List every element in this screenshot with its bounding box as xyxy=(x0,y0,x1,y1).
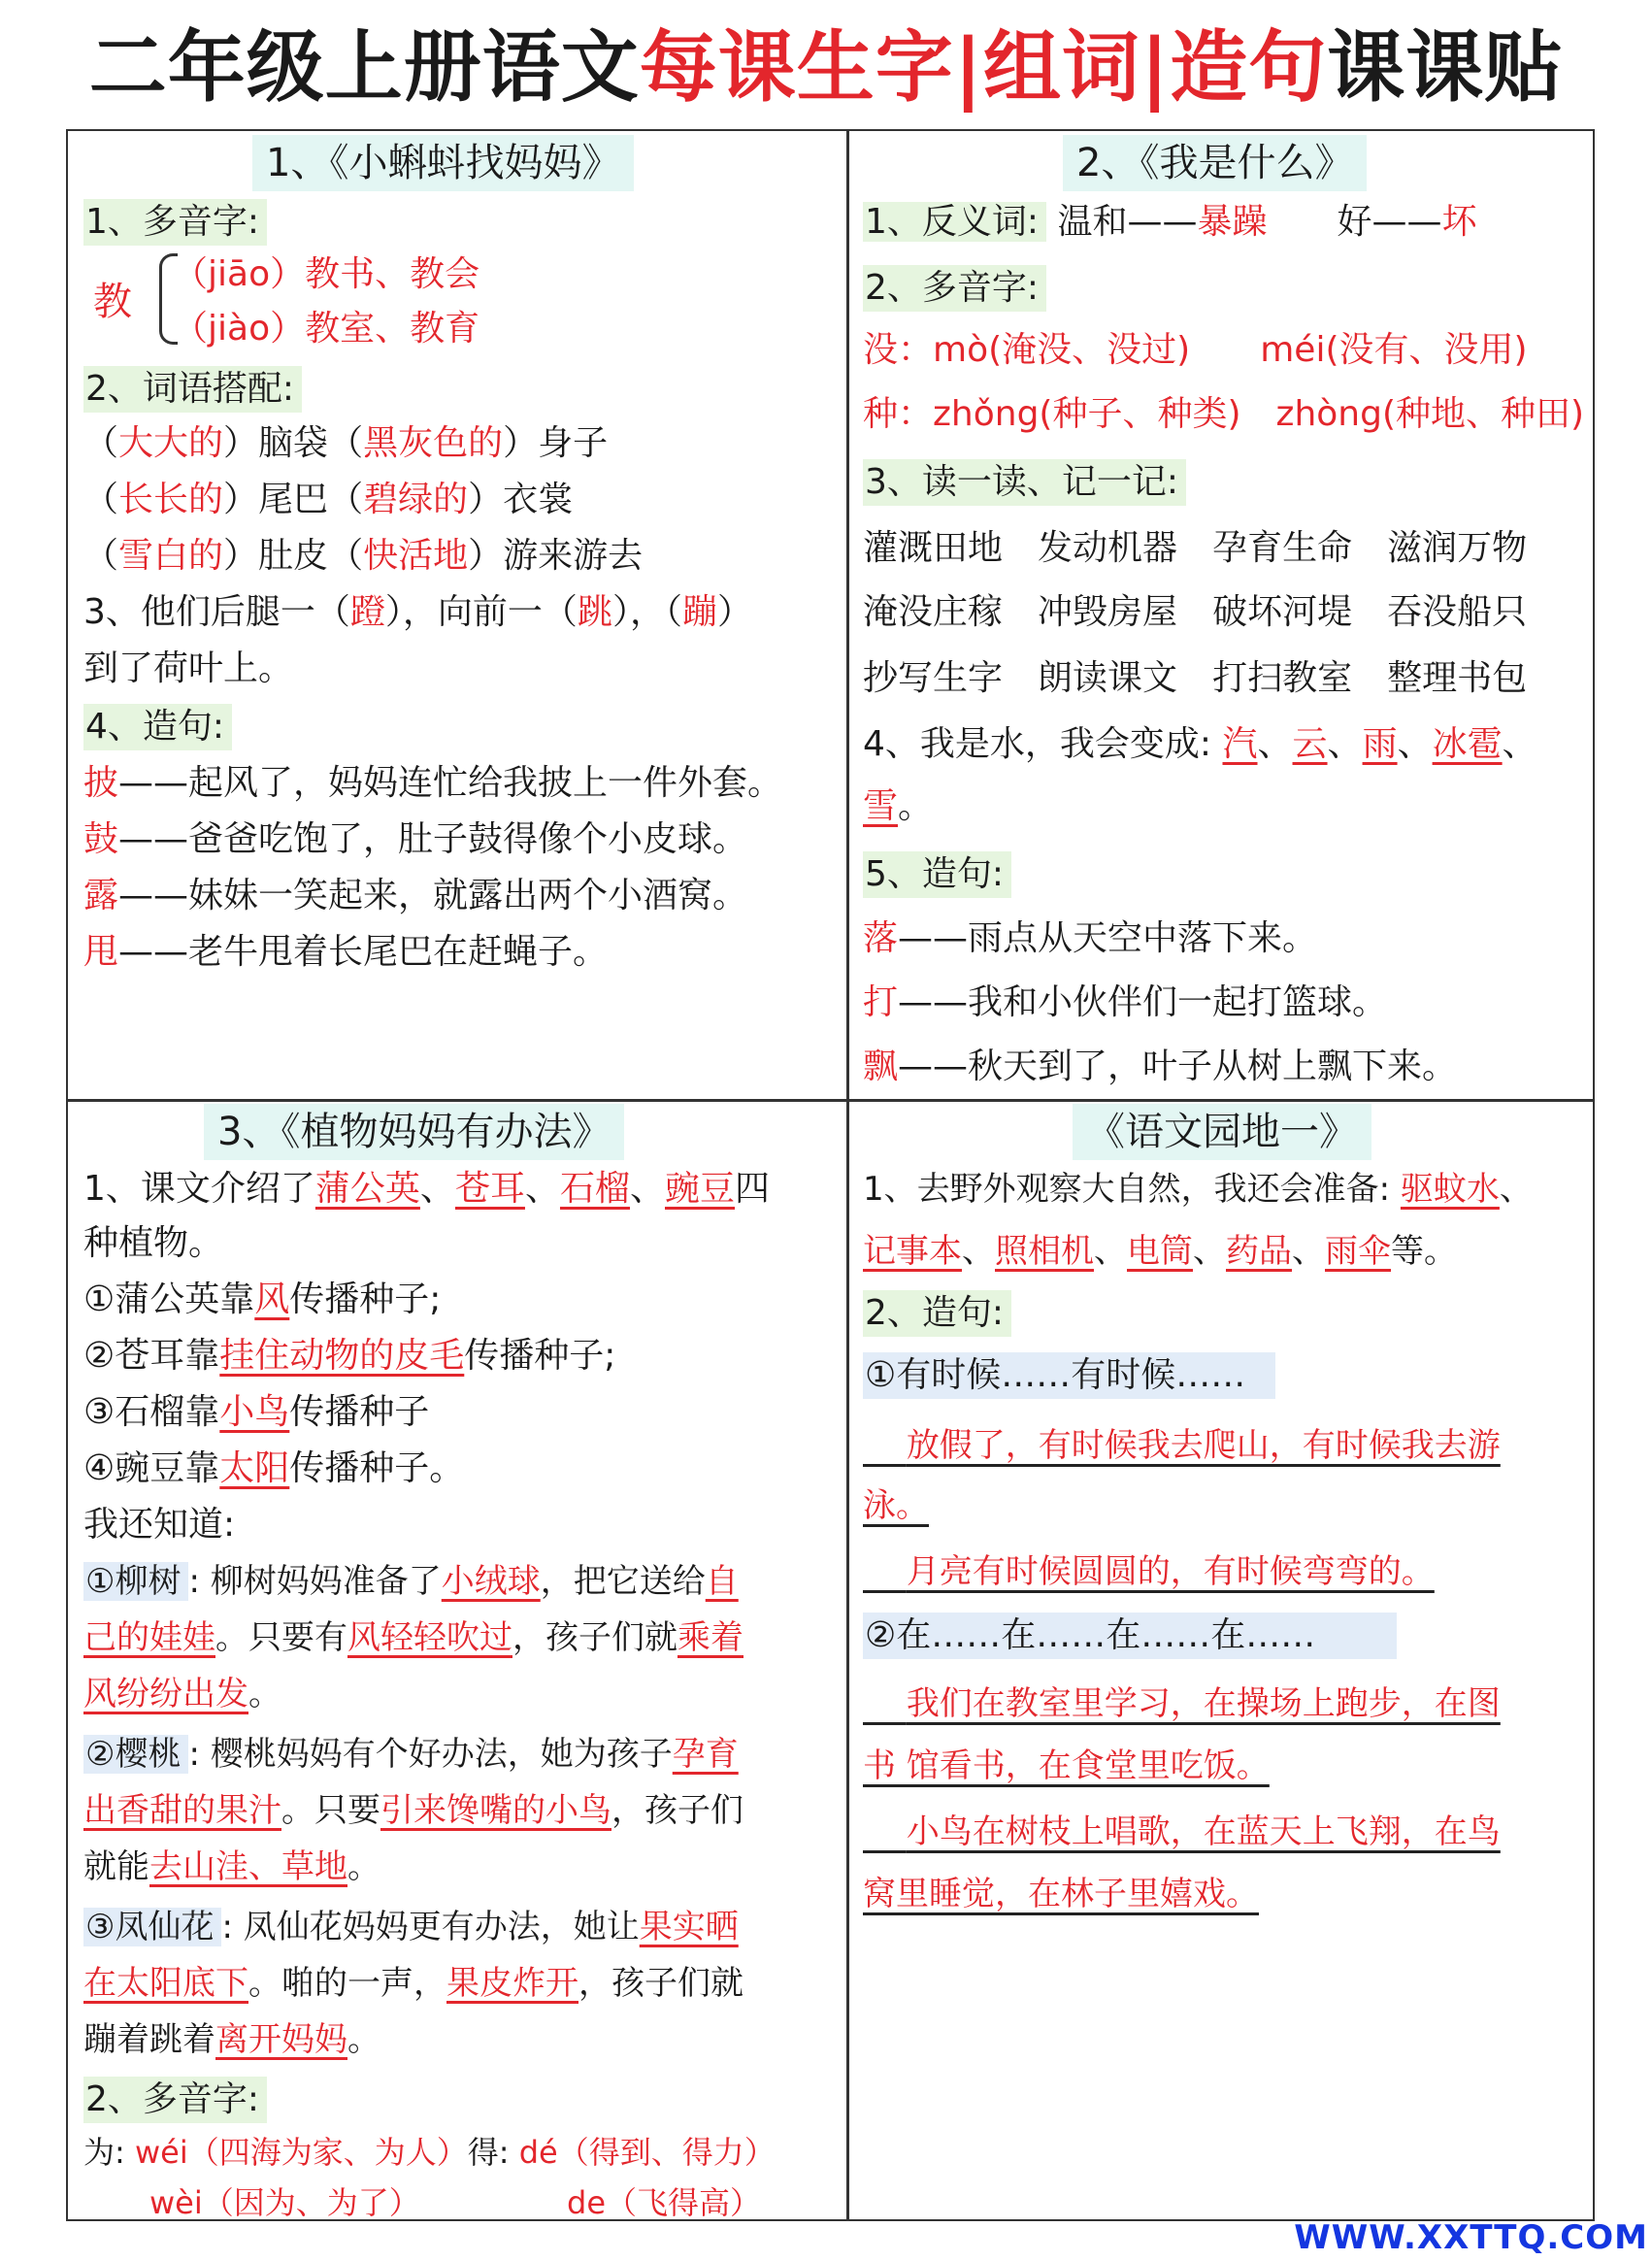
s3-ying-3: 就能去山洼、草地。 xyxy=(83,1847,380,1886)
s4-example: 月亮有时候圆圆的，有时候弯弯的。 xyxy=(906,1552,1435,1591)
s4-example: 书 馆看书，在食堂里吃饭。 xyxy=(863,1746,1270,1785)
s1-sentence: 披——起风了，妈妈连忙给我披上一件外套。 xyxy=(83,763,783,803)
section-2 xyxy=(849,131,1593,1097)
s3-q1-cont: 种植物。 xyxy=(83,1223,224,1263)
section-1 xyxy=(68,131,844,1097)
s3-know-heading: 我还知道: xyxy=(83,1505,236,1545)
s3-liu-3: 风纷纷出发。 xyxy=(83,1675,281,1713)
s4-pattern-2: ②在……在……在……在…… xyxy=(863,1613,1397,1659)
watermark: WWW.XXTTQ.COM xyxy=(1294,2218,1648,2257)
s2-word-row: 抄写生字 朗读课文 打扫教室 整理书包 xyxy=(863,658,1528,698)
s2-mei: 没：mò(淹没、没过) méi(没有、没用) xyxy=(863,330,1528,370)
s4-example: 泳。 xyxy=(863,1486,929,1525)
s1-jiao2: （jiào）教室、教育 xyxy=(173,309,480,349)
s2-sentence: 落——雨点从天空中落下来。 xyxy=(863,918,1318,958)
s2-heading-polyphone: 2、多音字: xyxy=(863,265,1046,312)
s2-sentence: 打——我和小伙伴们一起打篮球。 xyxy=(863,982,1388,1022)
s1-pair-row: （大大的）脑袋（黑灰色的）身子 xyxy=(83,423,609,463)
section-2-title: 2、《我是什么》 xyxy=(1063,135,1367,191)
section-4-title: 《语文园地一》 xyxy=(1073,1104,1371,1160)
s4-example: 我们在教室里学习，在操场上跑步，在图 xyxy=(906,1684,1501,1723)
s4-example: 小鸟在树枝上唱歌，在蓝天上飞翔，在鸟 xyxy=(906,1812,1501,1851)
s2-zhong: 种：zhǒng(种子、种类) zhòng(种地、种田) xyxy=(863,394,1585,434)
s1-pair-row: （长长的）尾巴（碧绿的）衣裳 xyxy=(83,480,574,519)
s1-sentence: 露——妹妹一笑起来，就露出两个小酒窝。 xyxy=(83,876,748,915)
s3-ying-1: ②樱桃 : 樱桃妈妈有个好办法，她为孩子孕育 xyxy=(85,1735,739,1774)
s3-feng-3: 蹦着跳着离开妈妈。 xyxy=(83,2020,380,2059)
s4-example: 窝里睡觉，在林子里嬉戏。 xyxy=(863,1875,1259,1913)
s1-q3-cont: 到了荷叶上。 xyxy=(83,648,294,688)
s2-heading-sentence: 5、造句: xyxy=(863,851,1011,898)
s1-jiao1: （jiāo）教书、教会 xyxy=(173,254,480,294)
s1-jiao-char: 教 xyxy=(93,280,132,324)
s3-q1: 1、课文介绍了蒲公英、苍耳、石榴、豌豆四 xyxy=(83,1169,771,1209)
section-1-title: 1、《小蝌蚪找妈妈》 xyxy=(252,135,634,191)
s2-q4: 4、我是水，我会变成: 汽、云、雨、冰雹、 xyxy=(863,724,1537,764)
s3-feng-1: ③凤仙花 : 凤仙花妈妈更有办法，她让果实晒 xyxy=(85,1908,739,1946)
s2-sentence: 飘——秋天到了，叶子从树上飘下来。 xyxy=(863,1047,1458,1086)
s2-antonyms: 1、反义词: 温和——暴躁 好——坏 xyxy=(865,202,1477,242)
s2-word-row: 淹没庄稼 冲毁房屋 破坏河堤 吞没船只 xyxy=(863,592,1528,632)
s1-heading-polyphone: 1、多音字: xyxy=(83,199,267,246)
s1-q3: 3、他们后腿一（蹬），向前一（跳），（蹦） xyxy=(83,592,752,632)
s3-item: ③石榴靠小鸟传播种子 xyxy=(83,1392,430,1432)
s1-sentence: 鼓——爸爸吃饱了，肚子鼓得像个小皮球。 xyxy=(83,819,748,859)
s3-item: ①蒲公英靠风传播种子; xyxy=(83,1280,442,1319)
s1-pair-row: （雪白的）肚皮（快活地）游来游去 xyxy=(83,536,644,576)
s3-liu-1: ①柳树 : 柳树妈妈准备了小绒球，把它送给自 xyxy=(85,1562,739,1601)
s4-pattern-1: ①有时候……有时候…… xyxy=(863,1352,1275,1399)
s3-feng-2: 在太阳底下。啪的一声，果皮炸开，孩子们就 xyxy=(83,1964,743,2003)
s3-de-2: de（飞得高） xyxy=(567,2184,762,2219)
s2-word-row: 灌溉田地 发动机器 孕育生命 滋润万物 xyxy=(863,528,1528,568)
s3-wei-de: 为: wéi（四海为家、为人）得: dé（得到、得力） xyxy=(83,2134,776,2171)
s1-heading-sentence: 4、造句: xyxy=(83,704,232,750)
s4-q1-cont: 记事本、照相机、电筒、药品、雨伞等。 xyxy=(863,1232,1457,1271)
s1-sentence: 甩——老牛甩着长尾巴在赶蝇子。 xyxy=(83,932,609,972)
section-4 xyxy=(849,1102,1593,2219)
page-title: 二年级上册语文每课生字|组词|造句课课贴 xyxy=(88,22,1564,113)
s3-ying-2: 出香甜的果汁。只要引来馋嘴的小鸟，孩子们 xyxy=(83,1791,743,1830)
s4-heading-sentence: 2、造句: xyxy=(863,1290,1011,1337)
s4-q1: 1、去野外观察大自然，我还会准备: 驱蚊水、 xyxy=(863,1170,1533,1209)
s3-wei-de-2: wèi（因为、为了） xyxy=(149,2184,420,2219)
s3-item: ④豌豆靠太阳传播种子。 xyxy=(83,1448,465,1488)
s4-example: 放假了，有时候我去爬山，有时候我去游 xyxy=(906,1426,1501,1465)
s2-heading-read: 3、读一读、记一记: xyxy=(863,459,1186,506)
s1-heading-collocation: 2、词语搭配: xyxy=(83,366,302,413)
s3-item: ②苍耳靠挂住动物的皮毛传播种子; xyxy=(83,1336,616,1376)
s3-heading-polyphone: 2、多音字: xyxy=(83,2077,267,2123)
s2-q4-cont: 雪。 xyxy=(863,786,934,826)
s3-liu-2: 己的娃娃。只要有风轻轻吹过，孩子们就乘着 xyxy=(83,1618,743,1657)
section-3-title: 3、《植物妈妈有办法》 xyxy=(204,1104,624,1160)
section-3 xyxy=(68,1102,844,2219)
